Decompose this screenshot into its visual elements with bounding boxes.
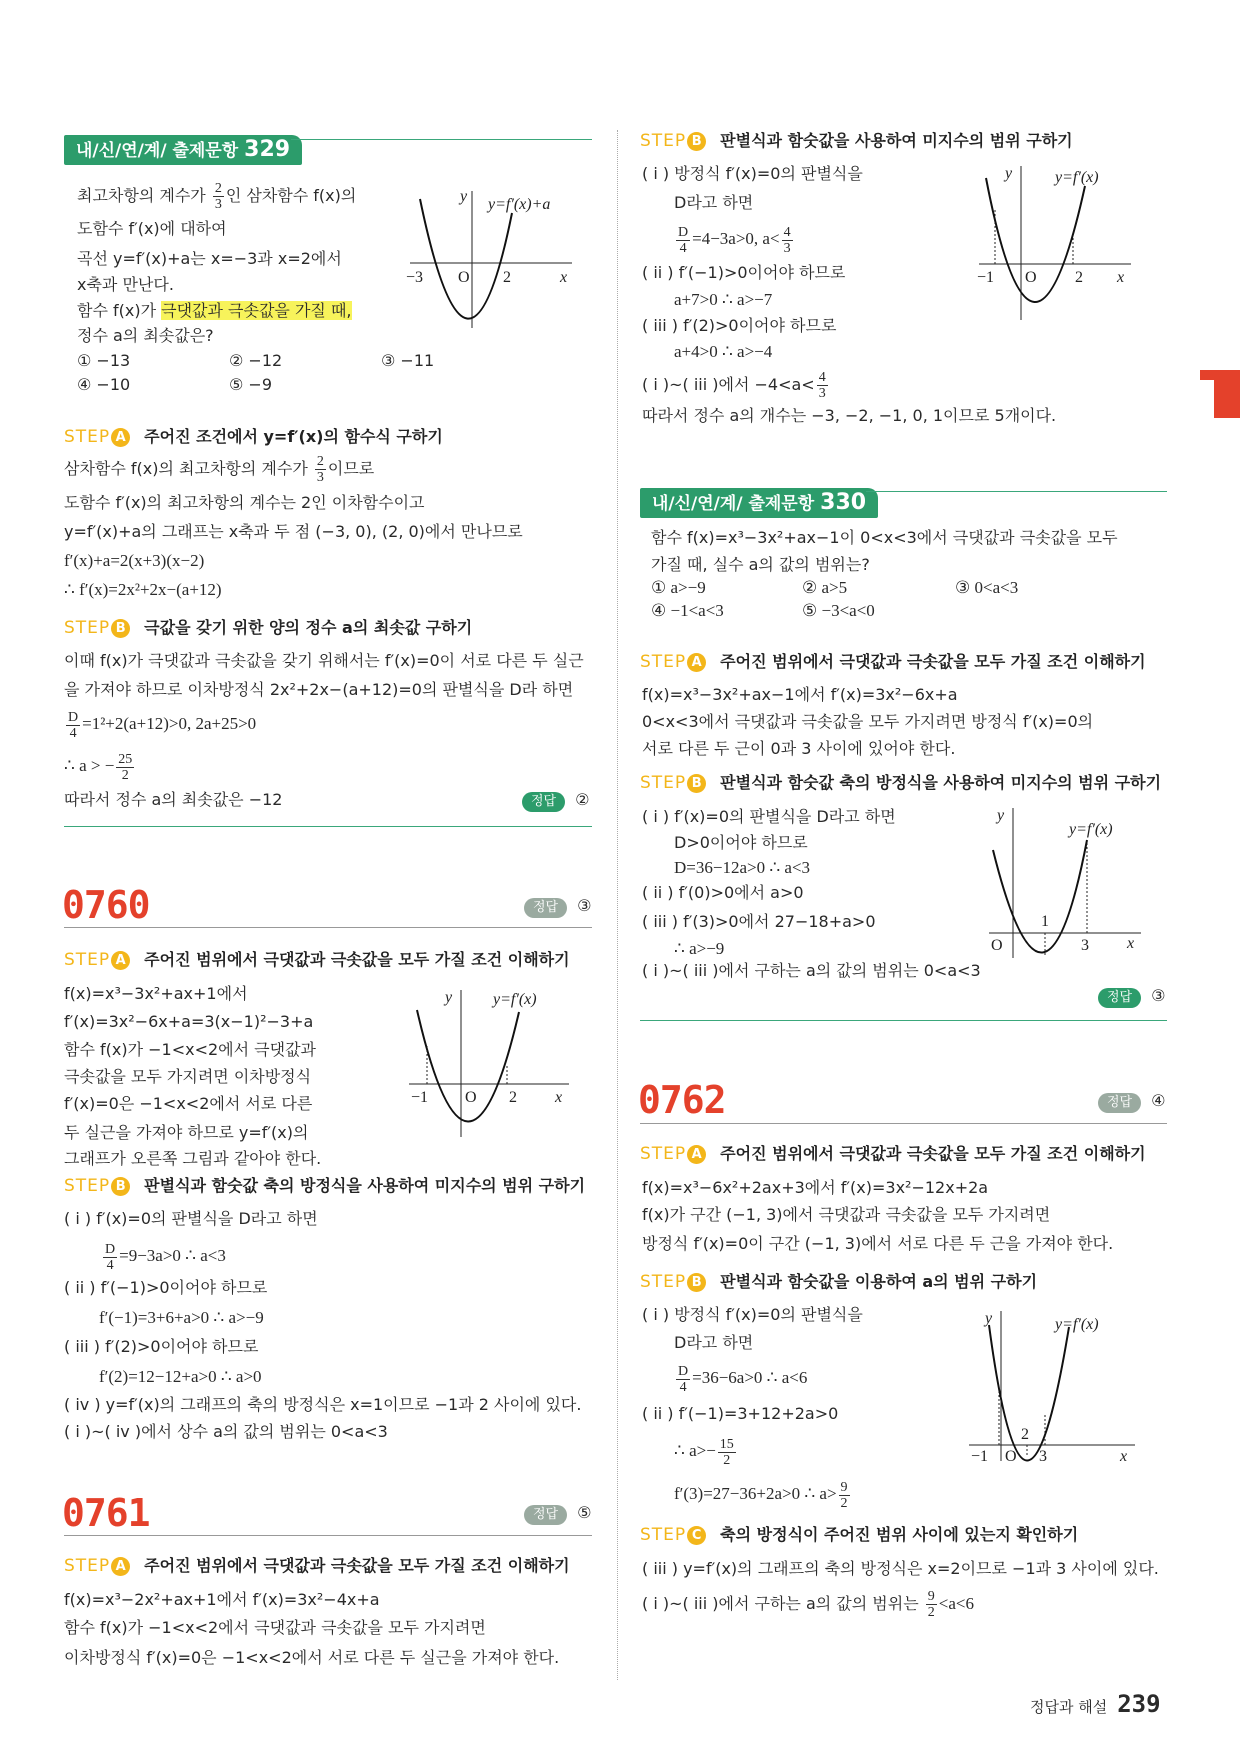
y-label: y bbox=[985, 1310, 993, 1327]
answer-badge: 정답 bbox=[524, 1505, 567, 1525]
step-title: 축의 방정식이 주어진 범위 사이에 있는지 확인하기 bbox=[720, 1525, 1079, 1544]
q330-a-line: f(x)=x³−3x²+ax−1에서 f′(x)=3x²−6x+a bbox=[642, 685, 958, 704]
problem-number-0762: 0762 bbox=[638, 1078, 726, 1122]
choice-1: ① a>−9 bbox=[651, 578, 706, 597]
text: =9−3a>0 ∴ a<3 bbox=[119, 1246, 226, 1265]
q329-line-6: 정수 a의 최솟값은? bbox=[77, 326, 214, 345]
q329-line-1 bbox=[77, 178, 356, 214]
tick-label: −3 bbox=[406, 269, 424, 286]
step-label: STEP bbox=[640, 131, 687, 151]
tick-label: −1 bbox=[977, 269, 995, 286]
answer-badge: 정답 bbox=[1098, 988, 1141, 1008]
step-label: STEP bbox=[64, 427, 111, 447]
badge-number: 330 bbox=[820, 490, 867, 515]
q329-line-4: x축과 만난다. bbox=[77, 275, 174, 294]
step-title: 주어진 범위에서 극댓값과 극솟값을 모두 가질 조건 이해하기 bbox=[144, 1556, 570, 1575]
numerator: D bbox=[68, 709, 79, 725]
q0760-b-line: ( iv ) y=f′(x)의 그래프의 축의 방정식은 x=1이므로 −1과 2 사이에 있다. bbox=[64, 1395, 582, 1414]
q329-line-2: 도함수 f′(x)에 대하여 bbox=[77, 219, 227, 238]
q0762-a-line: 방정식 f′(x)=0이 구간 (−1, 3)에서 서로 다른 두 근을 가져야 한다. bbox=[642, 1234, 1114, 1253]
step-title: 주어진 범위에서 극댓값과 극솟값을 모두 가질 조건 이해하기 bbox=[720, 1144, 1146, 1163]
q0762-answer bbox=[1098, 1090, 1165, 1112]
page-number: 239 bbox=[1117, 1690, 1161, 1718]
header-rule bbox=[866, 491, 1167, 492]
fraction bbox=[213, 181, 224, 212]
fraction bbox=[782, 225, 793, 256]
curve-label: y=f′(x) bbox=[493, 991, 537, 1008]
choice-5: ⑤ −9 bbox=[229, 375, 273, 394]
y-label: y bbox=[460, 188, 468, 205]
q329-a-line-5: ∴ f′(x)=2x²+2x−(a+12) bbox=[64, 580, 222, 599]
footer-label: 정답과 해설 bbox=[1030, 1698, 1108, 1716]
step-label: STEP bbox=[640, 652, 687, 672]
fraction bbox=[103, 1242, 117, 1273]
graph-r-step-b bbox=[975, 160, 1135, 325]
step-label: STEP bbox=[640, 773, 687, 793]
q330-step-b bbox=[640, 771, 1161, 795]
q330-b-line: ( i )~( iii )에서 구하는 a의 값의 범위는 0<a<3 bbox=[642, 961, 981, 980]
section-rule bbox=[64, 826, 592, 827]
q329-a-line-1 bbox=[64, 451, 374, 487]
step-title: 극값을 갖기 위한 양의 정수 a의 최솟값 구하기 bbox=[144, 618, 473, 637]
q330-a-line: 서로 다른 두 근이 0과 3 사이에 있어야 한다. bbox=[642, 739, 956, 758]
numerator: 4 bbox=[783, 224, 791, 240]
text: ∴ a>− bbox=[674, 1441, 716, 1460]
tick-label: 2 bbox=[509, 1089, 517, 1106]
q329-step-a bbox=[64, 425, 443, 449]
q329-step-b bbox=[64, 616, 472, 640]
q330-b-line: ∴ a>−9 bbox=[674, 939, 725, 958]
badge-prefix: 내/신/연/계/ 출제문항 bbox=[76, 141, 239, 161]
text: ( i )~( iii )에서 −4<a< bbox=[642, 375, 815, 394]
fraction bbox=[839, 1480, 850, 1511]
text: =4−3a>0, a< bbox=[692, 229, 780, 248]
text: ( i )~( iii )에서 구하는 a의 값의 범위는 bbox=[642, 1594, 924, 1613]
step-title: 판별식과 함숫값을 사용하여 미지수의 범위 구하기 bbox=[720, 131, 1073, 150]
q0761-a-line: 이차방정식 f′(x)=0은 −1<x<2에서 서로 다른 두 실근을 가져야 한다. bbox=[64, 1648, 560, 1667]
denominator: 2 bbox=[723, 1452, 731, 1468]
answer-badge: 정답 bbox=[1098, 1093, 1141, 1113]
q329-answer bbox=[522, 789, 589, 811]
origin-label: O bbox=[1025, 269, 1037, 286]
badge-prefix: 내/신/연/계/ 출제문항 bbox=[652, 494, 815, 514]
numerator: 15 bbox=[719, 1436, 734, 1452]
fraction bbox=[926, 1589, 937, 1620]
q330-step-a bbox=[640, 650, 1146, 674]
q329-a-line-4: f′(x)+a=2(x+3)(x−2) bbox=[64, 551, 205, 570]
step-title: 판별식과 함숫값 축의 방정식을 사용하여 미지수의 범위 구하기 bbox=[720, 773, 1162, 792]
q329-b-line-3 bbox=[64, 706, 256, 742]
r-b-line: a+7>0 ∴ a>−7 bbox=[674, 290, 773, 309]
numerator: 2 bbox=[214, 181, 222, 196]
q0762-c-line bbox=[642, 1586, 974, 1622]
parabola bbox=[420, 199, 512, 319]
numerator: D bbox=[105, 1241, 116, 1257]
q0762-b-line bbox=[674, 1433, 738, 1469]
section-rule bbox=[640, 1123, 1167, 1124]
step-letter: A bbox=[111, 951, 130, 970]
q0760-b-line: ( iii ) f′(2)>0이어야 하므로 bbox=[64, 1337, 259, 1356]
answer-value: ④ bbox=[1151, 1091, 1166, 1110]
text: =1²+2(a+12)>0, 2a+25>0 bbox=[82, 714, 257, 733]
choice-1: ① −13 bbox=[77, 351, 131, 370]
badge-number: 329 bbox=[244, 137, 291, 162]
q329-b-line-5: 따라서 정수 a의 최솟값은 −12 bbox=[64, 790, 283, 809]
highlighted-text: 극댓값과 극솟값을 가질 때, bbox=[161, 301, 352, 320]
q0762-b-line: ( i ) 방정식 f′(x)=0의 판별식을 bbox=[642, 1305, 863, 1324]
graph-0762 bbox=[965, 1305, 1140, 1465]
fraction bbox=[817, 370, 828, 401]
q0760-step-a bbox=[64, 948, 570, 972]
q330-b-line: ( i ) f′(x)=0의 판별식을 D라고 하면 bbox=[642, 807, 896, 826]
r-b-line: ( ii ) f′(−1)>0이어야 하므로 bbox=[642, 263, 846, 282]
r-b-line bbox=[674, 221, 795, 257]
r-b-line: a+4>0 ∴ a>−4 bbox=[674, 342, 773, 361]
answer-value: ③ bbox=[1151, 986, 1166, 1005]
tick-label: 2 bbox=[1021, 1426, 1029, 1443]
step-label: STEP bbox=[640, 1272, 687, 1292]
r-b-line: D라고 하면 bbox=[674, 193, 754, 212]
q0762-c-line: ( iii ) y=f′(x)의 그래프의 축의 방정식은 x=2이므로 −1과 3 사이에 있다. bbox=[642, 1559, 1159, 1578]
q0760-a-line: 두 실근을 가져야 하므로 y=f′(x)의 bbox=[64, 1123, 309, 1142]
numerator: 25 bbox=[118, 751, 133, 767]
q0760-b-line: ( i ) f′(x)=0의 판별식을 D라고 하면 bbox=[64, 1209, 318, 1228]
curve-label: y=f′(x) bbox=[1055, 1316, 1099, 1333]
q0762-b-line: ( ii ) f′(−1)=3+12+2a>0 bbox=[642, 1404, 839, 1423]
q329-a-line-2: 도함수 f′(x)의 최고차항의 계수는 2인 이차함수이고 bbox=[64, 493, 425, 512]
tick-label: 3 bbox=[1081, 937, 1089, 954]
origin-label: O bbox=[465, 1089, 477, 1106]
q0760-step-b bbox=[64, 1174, 585, 1198]
answer-badge: 정답 bbox=[522, 792, 565, 812]
r-b-line bbox=[642, 367, 830, 403]
numerator: 4 bbox=[818, 370, 826, 385]
answer-badge: 정답 bbox=[524, 898, 567, 918]
y-label: y bbox=[1005, 165, 1013, 182]
q330-line: 가질 때, 실수 a의 값의 범위는? bbox=[651, 555, 870, 574]
step-letter: A bbox=[111, 1557, 130, 1576]
step-label: STEP bbox=[64, 1556, 111, 1576]
curve-label: y=f′(x) bbox=[1055, 169, 1099, 186]
q0762-step-b bbox=[640, 1270, 1037, 1294]
q0761-step-a bbox=[64, 1554, 570, 1578]
answer-value: ② bbox=[575, 790, 590, 809]
text: 인 삼차함수 f(x)의 bbox=[225, 186, 357, 205]
q0760-b-line: f′(2)=12−12+a>0 ∴ a>0 bbox=[99, 1367, 262, 1386]
graph-330 bbox=[985, 800, 1145, 962]
q0760-a-line: f′(x)=3x²−6x+a=3(x−1)²−3+a bbox=[64, 1012, 314, 1031]
choice-4: ④ −1<a<3 bbox=[651, 601, 724, 620]
fraction bbox=[718, 1437, 736, 1468]
q329-a-line-3: y=f′(x)+a의 그래프는 x축과 두 점 (−3, 0), (2, 0)에서 만나므로 bbox=[64, 522, 523, 541]
step-title: 판별식과 함숫값 축의 방정식을 사용하여 미지수의 범위 구하기 bbox=[144, 1176, 586, 1195]
denominator: 4 bbox=[679, 1379, 687, 1395]
q330-line: 함수 f(x)=x³−3x²+ax−1이 0<x<3에서 극댓값과 극솟값을 모두 bbox=[651, 528, 1118, 547]
step-title: 판별식과 함숫값을 이용하여 a의 범위 구하기 bbox=[720, 1272, 1038, 1291]
r-b-line: ( iii ) f′(2)>0이어야 하므로 bbox=[642, 316, 837, 335]
tick-label: 1 bbox=[1041, 913, 1049, 930]
step-label: STEP bbox=[64, 1176, 111, 1196]
fraction bbox=[66, 710, 80, 741]
denominator: 2 bbox=[927, 1605, 935, 1620]
origin-label: O bbox=[991, 937, 1003, 954]
parabola bbox=[993, 840, 1087, 953]
numerator: 9 bbox=[927, 1589, 935, 1604]
q329-b-line-2: 을 가져야 하므로 이차방정식 2x²+2x−(a+12)=0의 판별식을 D라 하면 bbox=[64, 680, 574, 699]
step-title: 주어진 조건에서 y=f′(x)의 함수식 구하기 bbox=[144, 427, 443, 446]
q329-b-line-4 bbox=[64, 748, 136, 784]
text: <a<6 bbox=[938, 1594, 974, 1613]
step-title: 주어진 범위에서 극댓값과 극솟값을 모두 가질 조건 이해하기 bbox=[144, 950, 570, 969]
step-letter: A bbox=[687, 653, 706, 672]
denominator: 4 bbox=[106, 1257, 114, 1273]
denominator: 3 bbox=[214, 197, 222, 212]
section-rule bbox=[64, 927, 592, 928]
q0762-a-line: f(x)=x³−6x²+2ax+3에서 f′(x)=3x²−12x+2a bbox=[642, 1178, 989, 1197]
q0760-b-line: f′(−1)=3+6+a>0 ∴ a>−9 bbox=[99, 1308, 264, 1327]
text: 함수 f(x)가 bbox=[77, 301, 162, 320]
step-letter: B bbox=[111, 1177, 130, 1196]
column-divider bbox=[617, 130, 618, 1680]
step-label: STEP bbox=[640, 1525, 687, 1545]
denominator: 3 bbox=[316, 470, 324, 485]
denominator: 2 bbox=[840, 1495, 848, 1511]
q0760-a-line: 그래프가 오른쪽 그림과 같아야 한다. bbox=[64, 1149, 322, 1168]
q0760-a-line: 극솟값을 모두 가지려면 이차방정식 bbox=[64, 1067, 312, 1086]
q0760-a-line: 함수 f(x)가 −1<x<2에서 극댓값과 bbox=[64, 1040, 316, 1059]
tick-label: 2 bbox=[1075, 269, 1083, 286]
denominator: 2 bbox=[121, 767, 129, 783]
q0762-step-c bbox=[640, 1523, 1078, 1547]
y-label: y bbox=[997, 807, 1005, 824]
graph-329 bbox=[400, 183, 580, 333]
r-b-line: ( i ) 방정식 f′(x)=0의 판별식을 bbox=[642, 164, 863, 183]
choice-4: ④ −10 bbox=[77, 375, 131, 394]
tick-label: −1 bbox=[971, 1448, 989, 1465]
step-letter: A bbox=[111, 428, 130, 447]
x-label: x bbox=[560, 269, 568, 286]
choice-2: ② −12 bbox=[229, 351, 283, 370]
step-title: 주어진 범위에서 극댓값과 극솟값을 모두 가질 조건 이해하기 bbox=[720, 652, 1146, 671]
q0762-a-line: f(x)가 구간 (−1, 3)에서 극댓값과 극솟값을 모두 가지려면 bbox=[642, 1205, 1051, 1224]
curve-label: y=f′(x) bbox=[1069, 821, 1113, 838]
step-label: STEP bbox=[64, 618, 111, 638]
step-letter: B bbox=[111, 619, 130, 638]
step-letter: A bbox=[687, 1145, 706, 1164]
step-letter: C bbox=[687, 1526, 706, 1545]
problem-number-0761: 0761 bbox=[62, 1491, 150, 1535]
q0762-b-line bbox=[674, 1360, 807, 1396]
numerator: 2 bbox=[316, 454, 324, 469]
page-footer bbox=[1030, 1690, 1161, 1718]
q0761-a-line: f(x)=x³−2x²+ax+1에서 f′(x)=3x²−4x+a bbox=[64, 1590, 380, 1609]
q0760-b-line bbox=[101, 1238, 226, 1274]
section-rule bbox=[64, 1535, 592, 1536]
q0760-answer bbox=[524, 895, 591, 917]
text: ∴ a > − bbox=[64, 756, 115, 775]
q330-a-line: 0<x<3에서 극댓값과 극솟값을 모두 가지려면 방정식 f′(x)=0의 bbox=[642, 712, 1094, 731]
choice-5: ⑤ −3<a<0 bbox=[802, 601, 875, 620]
tick-label: 2 bbox=[503, 269, 511, 286]
answer-value: ⑤ bbox=[577, 1503, 592, 1522]
r-step-b bbox=[640, 129, 1073, 153]
origin-label: O bbox=[458, 269, 470, 286]
denominator: 4 bbox=[679, 240, 687, 256]
tick-label: −1 bbox=[411, 1089, 429, 1106]
step-label: STEP bbox=[640, 1144, 687, 1164]
x-label: x bbox=[555, 1089, 563, 1106]
q330-answer bbox=[1098, 985, 1165, 1007]
graph-0760 bbox=[405, 982, 575, 1142]
denominator: 3 bbox=[783, 240, 791, 256]
curve-label: y=f′(x)+a bbox=[488, 196, 551, 213]
answer-value: ③ bbox=[577, 896, 592, 915]
q329-b-line-1: 이때 f(x)가 극댓값과 극솟값을 갖기 위해서는 f′(x)=0이 서로 다른 두 실근 bbox=[64, 651, 584, 670]
q0760-a-line: f(x)=x³−3x²+ax+1에서 bbox=[64, 984, 248, 1003]
step-letter: B bbox=[687, 774, 706, 793]
x-label: x bbox=[1120, 1448, 1128, 1465]
text: f′(3)=27−36+2a>0 ∴ a> bbox=[674, 1484, 837, 1503]
q329-line-3: 곡선 y=f′(x)+a는 x=−3과 x=2에서 bbox=[77, 249, 342, 268]
q0762-b-line: D라고 하면 bbox=[674, 1333, 754, 1352]
origin-label: O bbox=[1005, 1448, 1017, 1465]
fraction bbox=[676, 1364, 690, 1395]
denominator: 3 bbox=[818, 386, 826, 401]
q0761-answer bbox=[524, 1502, 591, 1524]
q330-b-line: D=36−12a>0 ∴ a<3 bbox=[674, 858, 811, 877]
choice-2: ② a>5 bbox=[802, 578, 848, 597]
q0760-b-line: ( ii ) f′(−1)>0이어야 하므로 bbox=[64, 1278, 268, 1297]
text: 최고차항의 계수가 bbox=[77, 186, 211, 205]
x-label: x bbox=[1127, 935, 1135, 952]
step-letter: B bbox=[687, 1273, 706, 1292]
text: 삼차함수 f(x)의 최고차항의 계수가 bbox=[64, 459, 313, 478]
q0762-step-a bbox=[640, 1142, 1146, 1166]
fraction bbox=[676, 225, 690, 256]
q0760-b-line: ( i )~( iv )에서 상수 a의 값의 범위는 0<a<3 bbox=[64, 1422, 388, 1441]
q0761-a-line: 함수 f(x)가 −1<x<2에서 극댓값과 극솟값을 모두 가지려면 bbox=[64, 1618, 486, 1637]
text: =36−6a>0 ∴ a<6 bbox=[692, 1368, 808, 1387]
denominator: 4 bbox=[69, 725, 77, 741]
choice-3: ③ 0<a<3 bbox=[955, 578, 1019, 597]
fraction bbox=[315, 454, 326, 485]
tick-label: 3 bbox=[1039, 1448, 1047, 1465]
problem-number-0760: 0760 bbox=[62, 883, 150, 927]
q330-b-line: ( ii ) f′(0)>0에서 a>0 bbox=[642, 883, 804, 902]
chapter-tab-marker bbox=[1214, 370, 1240, 418]
header-rule bbox=[291, 139, 592, 140]
r-b-line: 따라서 정수 a의 개수는 −3, −2, −1, 0, 1이므로 5개이다. bbox=[642, 406, 1057, 425]
x-label: x bbox=[1117, 269, 1125, 286]
q0762-b-line bbox=[674, 1476, 852, 1512]
fraction bbox=[116, 752, 134, 783]
numerator: D bbox=[678, 1363, 689, 1379]
step-label: STEP bbox=[64, 950, 111, 970]
numerator: D bbox=[678, 224, 689, 240]
problem-330-badge bbox=[640, 488, 878, 518]
choice-3: ③ −11 bbox=[381, 351, 435, 370]
q0760-a-line: f′(x)=0은 −1<x<2에서 서로 다른 bbox=[64, 1094, 313, 1113]
step-letter: B bbox=[687, 132, 706, 151]
problem-329-badge bbox=[64, 135, 302, 165]
q330-b-line: ( iii ) f′(3)>0에서 27−18+a>0 bbox=[642, 912, 876, 931]
q330-b-line: D>0이어야 하므로 bbox=[674, 833, 808, 852]
text: 이므로 bbox=[327, 459, 375, 478]
numerator: 9 bbox=[840, 1479, 848, 1495]
q329-line-5 bbox=[77, 299, 352, 323]
y-label: y bbox=[445, 989, 453, 1006]
section-rule bbox=[640, 1020, 1167, 1021]
